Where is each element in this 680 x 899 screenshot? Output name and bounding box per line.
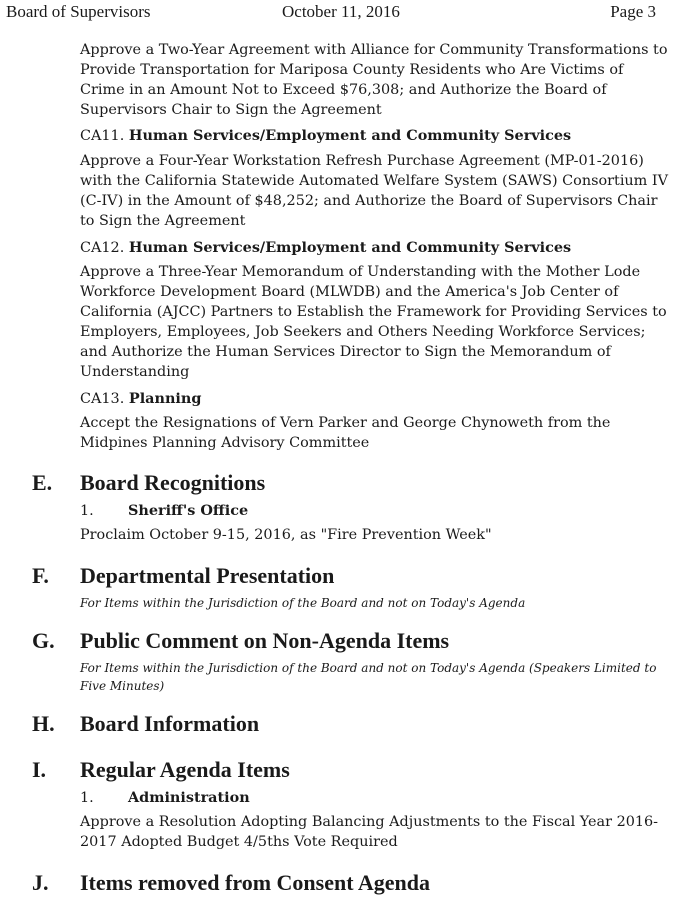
section-i-text: Approve a Resolution Adopting Balancing Adjustments to the Fiscal Year 2016- 2017 Adopted Budget 4/5ths Vote Required: [80, 814, 659, 850]
section-i-letter: I.: [32, 757, 47, 782]
consent-item-ca12-heading: [80, 238, 571, 258]
section-f-note: For Items within the Jurisdiction of the Board and not on Today's Agenda: [80, 596, 526, 610]
section-e-title: Board Recognitions: [80, 470, 266, 495]
header-board-name: Board of Supervisors: [6, 2, 151, 21]
section-e-sub-number: 1.: [80, 503, 94, 519]
consent-item-ca13-text: Accept the Resignations of Vern Parker and George Chynoweth from the Midpines Planning Advisory Committee: [80, 415, 611, 451]
section-g-letter: G.: [32, 628, 55, 653]
section-j-letter: J.: [32, 870, 49, 895]
section-i-sub-title: Administration: [128, 789, 250, 806]
header-date: October 11, 2016: [282, 2, 400, 21]
section-f-letter: F.: [32, 563, 49, 588]
consent-item-number: CA12.: [80, 240, 129, 256]
consent-item-number: CA13.: [80, 391, 129, 407]
consent-item-department: Human Services/Employment and Community Services: [128, 239, 572, 256]
section-f-title: Departmental Presentation: [80, 563, 335, 588]
consent-item-continued-text: Approve a Two-Year Agreement with Alliance for Community Transformations to Provide Transportation for Mariposa County Residents who Are Victims of Crime in an Amount Not to Exceed $76,308; and Authorize the Board of Supervisors Chair to Sign the Agreement: [80, 42, 668, 118]
header-page-number: Page 3: [610, 2, 656, 21]
consent-item-ca11-heading: [80, 126, 571, 146]
section-g-note: For Items within the Jurisdiction of the Board and not on Today's Agenda (Speakers Limited to Five Minutes): [80, 661, 657, 693]
section-e-text: Proclaim October 9-15, 2016, as "Fire Prevention Week": [80, 527, 492, 543]
consent-item-ca12-text: Approve a Three-Year Memorandum of Understanding with the Mother Lode Workforce Development Board (MLWDB) and the America's Job Center of California (AJCC) Partners to Establish the Framework for Providing Services to Employers, Employees, Job Seekers and Others Needing Workforce Services; and Authorize the Human Services Director to Sign the Memorandum of Understanding: [80, 264, 667, 380]
consent-item-department: Planning: [128, 390, 202, 407]
section-j-title: Items removed from Consent Agenda: [80, 870, 430, 895]
consent-item-number: CA11.: [80, 128, 129, 144]
section-i-title: Regular Agenda Items: [80, 757, 290, 782]
consent-item-ca13-heading: [80, 389, 201, 409]
consent-item-ca11-text: Approve a Four-Year Workstation Refresh Purchase Agreement (MP-01-2016) with the California Statewide Automated Welfare System (SAWS) Consortium IV (C-IV) in the Amount of $48,252; and Authorize the Board of Supervisors Chair to Sign the Agreement: [80, 153, 668, 229]
section-e-sub-title: Sheriff's Office: [128, 502, 249, 519]
section-g-title: Public Comment on Non-Agenda Items: [80, 628, 450, 653]
consent-item-department: Human Services/Employment and Community Services: [128, 127, 572, 144]
section-i-sub-number: 1.: [80, 790, 94, 806]
section-h-title: Board Information: [80, 711, 260, 736]
section-e-letter: E.: [32, 470, 53, 495]
page-header: [0, 2, 680, 24]
section-h-letter: H.: [32, 711, 55, 736]
